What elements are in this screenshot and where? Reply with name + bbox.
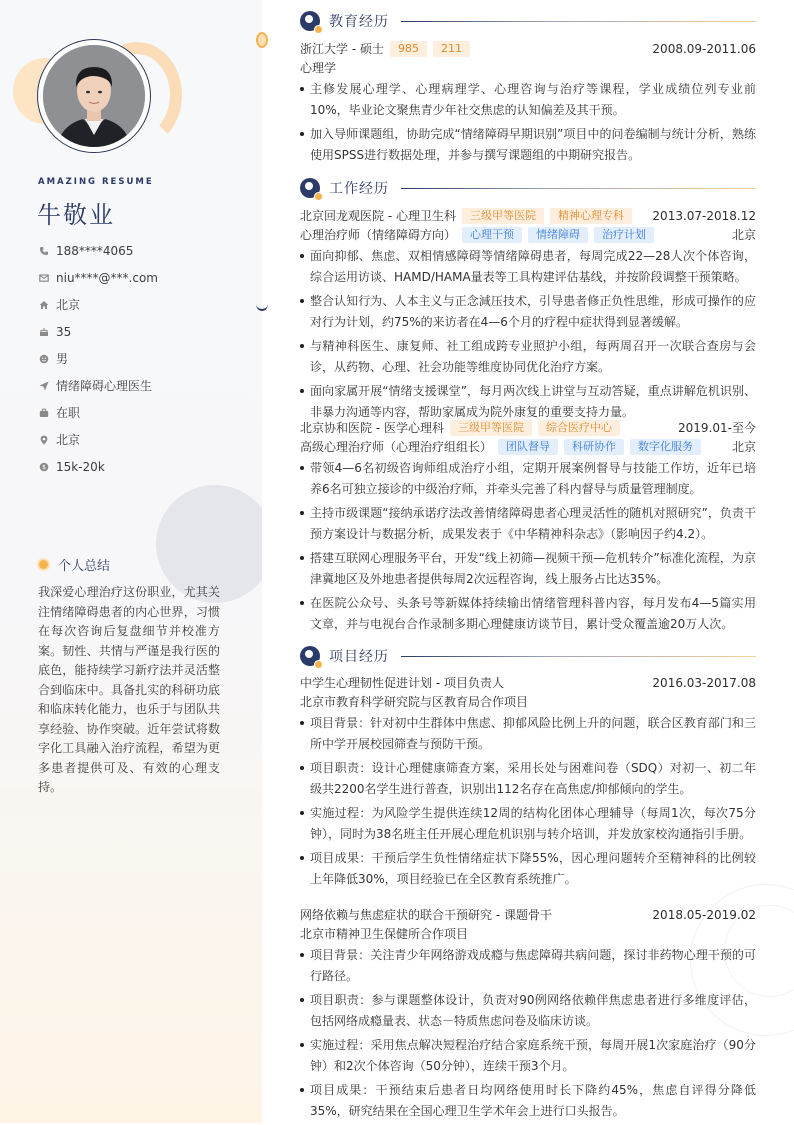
- resume-tagline: AMAZING RESUME: [38, 177, 154, 187]
- work-role-row: [300, 437, 756, 456]
- project-bullets: [300, 713, 756, 889]
- work-skill-tag: 数字化服务: [630, 439, 701, 455]
- section-divider: [401, 21, 756, 22]
- education-section-header: [300, 10, 756, 32]
- work-skill-tag: 情绪障碍: [528, 227, 588, 243]
- education-tag: 211: [433, 41, 470, 57]
- project-entry: [300, 905, 756, 1125]
- section-badge-icon: [300, 646, 320, 666]
- work-org: 北京协和医院 - 医学心理科: [300, 421, 444, 435]
- education-major: 心理学: [300, 61, 337, 75]
- education-header-row: [300, 39, 756, 58]
- info-position-text: 情绪障碍心理医生: [56, 379, 153, 393]
- salary-icon: [38, 461, 49, 472]
- cake-icon: [38, 326, 49, 337]
- project-name: 网络依赖与焦虑症状的联合干预研究 - 课题骨干: [300, 908, 552, 922]
- info-email: [38, 264, 248, 291]
- work-bullets: [300, 246, 756, 422]
- info-email-text: niu****@***.com: [56, 270, 158, 285]
- list-item: 主修发展心理学、心理病理学、心理咨询与治疗等课程，学业成绩位列专业前10%，毕业论文聚焦青少年社交焦虑的认知偏差及其干预。: [300, 79, 756, 120]
- projects-section-title: 项目经历: [329, 649, 389, 665]
- list-item: 项目成果：干预结束后患者日均网络使用时长下降约45%，焦虑自评得分降低35%，研究结果在全国心理卫生学术年会上进行口头报告。: [300, 1080, 756, 1121]
- work-city: 北京: [731, 440, 756, 454]
- project-header-row: [300, 905, 756, 924]
- info-city: [38, 291, 248, 318]
- work-city: 北京: [731, 228, 756, 242]
- info-status: [38, 399, 248, 426]
- list-item: 项目职责：参与课题整体设计，负责对90例网络依赖伴焦虑患者进行多维度评估，包括网络成瘾量表、状态－特质焦虑问卷及临床访谈。: [300, 990, 756, 1031]
- work-section-header: [300, 177, 756, 199]
- work-tag: 综合医疗中心: [538, 420, 620, 436]
- location-pin-icon: [38, 434, 49, 445]
- work-role: 心理治疗师（情绪障碍方向）: [300, 228, 457, 242]
- education-entry: [300, 39, 756, 169]
- work-skill-tag: 治疗计划: [594, 227, 654, 243]
- info-age-text: 35: [56, 324, 72, 339]
- list-item: 项目背景：关注青少年网络游戏成瘾与焦虑障碍共病问题，探讨非药物心理干预的可行路径。: [300, 945, 756, 986]
- work-entry: [300, 206, 756, 426]
- list-item: 整合认知行为、人本主义与正念減压技术，引导患者修正负性思维，形成可操作的应对行为计划，约75%的来访者在4—6个月的疗程中症状得到显著缓解。: [300, 291, 756, 332]
- info-age: [38, 318, 248, 345]
- work-date: 2019.01-至今: [678, 421, 756, 435]
- section-badge-icon: [300, 11, 320, 31]
- info-salary-text: 15k-20k: [56, 459, 105, 474]
- list-item: 面向家属开展“情绪支援课堂”，每月两次线上讲堂与互动答疑，重点讲解危机识别、非暴力沟通等内容，帮助家属成为院外康复的重要支持力量。: [300, 381, 756, 422]
- project-partner: 北京市教育科学研究院与区教育局合作项目: [300, 695, 529, 709]
- section-badge-icon: [300, 178, 320, 198]
- home-icon: [38, 299, 49, 310]
- education-date: 2008.09-2011.06: [652, 41, 756, 56]
- info-location-text: 北京: [56, 433, 81, 447]
- list-item: 项目职责：设计心理健康筛查方案，采用长处与困难问卷（SDQ）对初一、初二年级共2200名学生进行普查，识别出112名存在高焦虑/抑郁倾向的学生。: [300, 758, 756, 799]
- info-gender-text: 男: [56, 352, 69, 366]
- info-gender: [38, 345, 248, 372]
- avatar-frame: [37, 39, 151, 153]
- education-tag: 985: [390, 41, 427, 57]
- work-org: 北京回龙观医院 - 心理卫生科: [300, 209, 456, 223]
- info-phone: [38, 237, 248, 264]
- projects-section-header: [300, 645, 756, 667]
- work-bullets: [300, 458, 756, 634]
- summary-heading-text: 个人总结: [58, 559, 111, 574]
- info-status-text: 在职: [56, 406, 81, 420]
- info-phone-text: 188****4065: [56, 243, 134, 258]
- avatar: [43, 45, 145, 147]
- info-location: [38, 426, 248, 453]
- summary-dot-icon: [37, 558, 50, 571]
- work-skill-tag: 心理干预: [462, 227, 522, 243]
- timeline-curve-icon: [256, 297, 268, 311]
- avatar-portrait-icon: [43, 45, 145, 147]
- summary-text: 我深爱心理治疗这份职业，尤其关注情绪障碍患者的内心世界，习惯在每次咨询后复盘细节并校准方案。韧性、共情与严谨是我行医的底色，能持续学习新疗法并灵活整合到临床中。具备扎实的科研功底和临床转化能力，也乐于与团队共享经验、协作突破。近年尝试将数字化工具融入治疗流程，希望为更多患者提供可及、有效的心理支持。: [38, 585, 220, 794]
- face-icon: [38, 353, 49, 364]
- project-partner: 北京市精神卫生保健所合作项目: [300, 927, 469, 941]
- work-tag: 三级甲等医院: [462, 208, 544, 224]
- work-tag: 三级甲等医院: [450, 420, 532, 436]
- work-tag: 精神心理专科: [550, 208, 632, 224]
- work-entry: [300, 418, 756, 638]
- list-item: 主持市级课题“接纳承诺疗法改善情绪障碍患者心理灵活性的随机对照研究”，负责干预方案设计与数据分析，成果发表于《中华精神科杂志》（影响因子约4.2）。: [300, 503, 756, 544]
- info-city-text: 北京: [56, 298, 81, 312]
- mail-icon: [38, 272, 49, 283]
- work-skill-tag: 团队督导: [498, 439, 558, 455]
- project-name: 中学生心理韧性促进计划 - 项目负责人: [300, 676, 504, 690]
- section-divider: [401, 656, 756, 657]
- list-item: 实施过程：采用焦点解决短程治疗结合家庭系统干预，每周开展1次家庭治疗（90分钟）和2次个体咨询（50分钟），连续干预3个月。: [300, 1035, 756, 1076]
- timeline-marker-icon: [256, 32, 268, 48]
- work-section-title: 工作经历: [329, 181, 389, 197]
- work-header-row: [300, 206, 756, 225]
- work-role-row: [300, 225, 756, 244]
- list-item: 在医院公众号、头条号等新媒体持续输出情绪管理科普内容，每月发布4—5篇实用文章，并与电视台合作录制多期心理健康访谈节目，累计受众覆盖逾20万人次。: [300, 593, 756, 634]
- work-header-row: [300, 418, 756, 437]
- svg-text:$: $: [41, 463, 46, 471]
- phone-icon: [38, 245, 49, 256]
- sidebar: [0, 0, 262, 1123]
- list-item: 搭建互联网心理服务平台，开发“线上初筛—视频干预—危机转介”标准化流程，为京津冀地区及外地患者提供每周2次远程咨询，线上服务占比达35%。: [300, 548, 756, 589]
- project-bullets: [300, 945, 756, 1121]
- info-salary: [38, 453, 248, 480]
- education-school: 浙江大学 - 硕士: [300, 42, 384, 56]
- list-item: 项目成果：干预后学生负性情绪症状下降55%，因心理问题转介至精神科的比例较上年降低30%，项目经验已在全区教育系统推广。: [300, 848, 756, 889]
- education-section-title: 教育经历: [329, 14, 389, 30]
- list-item: 项目背景：针对初中生群体中焦虑、抑郁风险比例上升的问题，联合区教育部门和三所中学开展校园筛查与预防干预。: [300, 713, 756, 754]
- list-item: 实施过程：为风险学生提供连续12周的结构化团体心理辅导（每周1次，每次75分钟），同时为38名班主任开展心理危机识别与转介培训，并发放家校沟通指引手册。: [300, 803, 756, 844]
- work-role: 高级心理治疗师（心理治疗组组长）: [300, 440, 493, 454]
- contact-info-list: [38, 237, 248, 480]
- section-divider: [401, 188, 756, 189]
- education-bullets: [300, 79, 756, 165]
- briefcase-icon: [38, 407, 49, 418]
- list-item: 加入导师课题组，协助完成“情绪障碍早期识别”项目中的问卷编制与统计分析，熟练使用SPSS进行数据处理，并参与撰写课题组的中期研究报告。: [300, 124, 756, 165]
- list-item: 带领4—6名初级咨询师组成治疗小组，定期开展案例督导与技能工作坊，近年已培养6名可独立接诊的中级治疗师，并牵头完善了科内督导与质量管理制度。: [300, 458, 756, 499]
- send-icon: [38, 380, 49, 391]
- project-entry: [300, 673, 756, 893]
- summary-heading: [37, 555, 110, 574]
- project-date: 2018.05-2019.02: [652, 907, 756, 922]
- info-position: [38, 372, 248, 399]
- project-header-row: [300, 673, 756, 692]
- list-item: 与精神科医生、康复师、社工组成跨专业照护小组，每两周召开一次联合查房与会诊，从药物、心理、社会功能等维度协同优化治疗方案。: [300, 336, 756, 377]
- candidate-name: 牛敬业: [37, 201, 115, 229]
- work-skill-tag: 科研协作: [564, 439, 624, 455]
- work-date: 2013.07-2018.12: [652, 208, 756, 223]
- project-date: 2016.03-2017.08: [652, 675, 756, 690]
- list-item: 面向抑郁、焦虑、双相情感障碍等情绪障碍患者，每周完成22—28人次个体咨询，综合运用访谈、HAMD/HAMA量表等工具构建评估基线，并按阶段调整干预策略。: [300, 246, 756, 287]
